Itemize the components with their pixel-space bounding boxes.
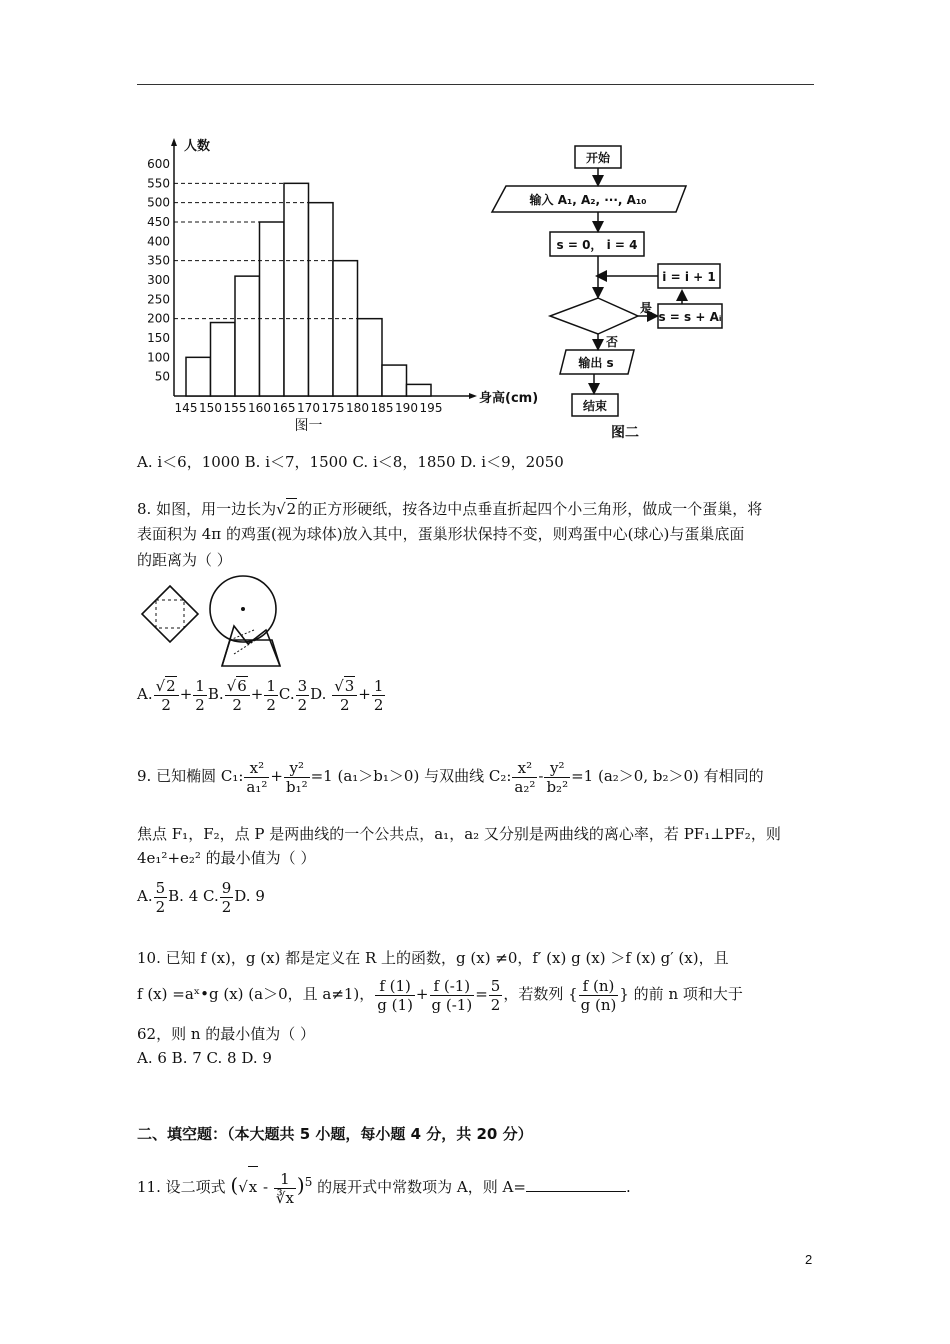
y-tick-label: 500 bbox=[147, 195, 170, 210]
x-axis-label: 身高(cm) bbox=[479, 391, 539, 406]
q9-prefix: 9. 已知椭圆 C₁: bbox=[137, 767, 244, 785]
y-tick-label: 400 bbox=[147, 234, 170, 249]
flow-input-label: 输入 A₁, A₂, ···, A₁₀ bbox=[529, 193, 647, 207]
x-tick-label: 195 bbox=[419, 401, 443, 415]
q8-option-d-den: 2 bbox=[339, 696, 350, 714]
q8-option-a-sqrt: 2 bbox=[166, 677, 176, 695]
q10-options: A. 6 B. 7 C. 8 D. 9 bbox=[137, 1049, 272, 1067]
y-tick-label: 600 bbox=[147, 157, 170, 171]
y-tick-label: 150 bbox=[147, 331, 170, 345]
q8-option-a-frac: $\frac{√2}{2}$ bbox=[154, 676, 179, 714]
q8-line3: 的距离为（ ） bbox=[137, 551, 232, 569]
flow-no-label: 否 bbox=[605, 335, 619, 349]
decision-diamond bbox=[550, 298, 638, 334]
q10-frac-fm1-gm1: $\frac{f (-1)}{g (-1)}$ bbox=[431, 976, 473, 1014]
fold-lines bbox=[156, 600, 184, 628]
q8-option-c-frac: $\frac{3}{2}$ bbox=[297, 676, 308, 714]
q9-line2: 焦点 F₁，F₂，点 P 是两曲线的一个公共点，a₁，a₂ 又分别是两曲线的离心率，若 PF₁⊥PF₂，则 bbox=[137, 825, 781, 843]
y-tick-label: 300 bbox=[147, 273, 170, 287]
q10-frac-f1-g1: $\frac{f (1)}{g (1)}$ bbox=[377, 976, 413, 1014]
histogram-bar bbox=[186, 357, 211, 396]
q8-plus: + bbox=[179, 685, 193, 703]
q9-option-a-frac: $\frac{5}{2}$ bbox=[155, 878, 166, 916]
q11-line: 11. 设二项式 (√x - $\frac{1}{∛x}$ )$^5$ 的展开式中常数项为 A，则 A= . bbox=[137, 1162, 631, 1207]
q9-option-c-frac: $\frac{9}{2}$ bbox=[221, 878, 232, 916]
y-tick-label: 100 bbox=[147, 350, 170, 365]
q8-line2: 表面积为 4π 的鸡蛋(视为球体)放入其中，蛋巢形状保持不变，则鸡蛋中心(球心)与蛋巢底面 bbox=[137, 525, 745, 543]
q8-line1-a: 8. 如图，用一边长为 bbox=[137, 500, 277, 518]
histogram-caption: 图一 bbox=[294, 418, 323, 434]
histogram-bar bbox=[235, 276, 260, 396]
q8-option-d-sqrt: 3 bbox=[344, 677, 355, 695]
q9-options: A. $\frac{5}{2}$ B. 4 C. $\frac{9}{2}$ D. 9 bbox=[137, 878, 265, 916]
q8-sqrt-value: 2 bbox=[286, 500, 297, 518]
y-tick-label: 550 bbox=[147, 176, 170, 191]
flow-output-label: 输出 s bbox=[578, 356, 614, 370]
q8-option-c-label: C. bbox=[278, 685, 295, 703]
answer-blank[interactable] bbox=[526, 1177, 626, 1192]
y-tick-label: 200 bbox=[147, 311, 170, 326]
flow-end-label: 结束 bbox=[582, 399, 608, 413]
q8-option-d-frac: $\frac{√3}{2}$ bbox=[332, 676, 357, 714]
q8-half-a: $\frac{1}{2}$ bbox=[195, 676, 205, 714]
q8-option-a-den: 2 bbox=[161, 696, 171, 714]
nest-flap bbox=[222, 626, 248, 666]
y-tick-label: 350 bbox=[147, 253, 170, 268]
q8-half-b: $\frac{1}{2}$ bbox=[266, 676, 276, 714]
flow-update-s-label: s = s + Aᵢ bbox=[658, 310, 722, 324]
x-tick-label: 190 bbox=[395, 401, 418, 415]
q8-plus: + bbox=[358, 685, 371, 703]
square-paper-shape bbox=[142, 586, 198, 642]
q8-line1-b: 的正方形硬纸，按各边中点垂直折起四个小三角形，做成一个蛋巢，将 bbox=[297, 500, 763, 518]
q8-option-b-label: B. bbox=[207, 685, 224, 703]
q8-option-b-den: 2 bbox=[232, 696, 242, 714]
histogram-bar bbox=[358, 319, 383, 396]
histogram-bar bbox=[260, 222, 285, 396]
q8-line1: 8. 如图，用一边长为√2的正方形硬纸，按各边中点垂直折起四个小三角形，做成一个蛋巢，将 bbox=[137, 500, 763, 518]
q8-options bbox=[137, 674, 386, 714]
q9-frac-y-b1: $\frac{\text{y²}}{\text{b₁²}}$ bbox=[285, 758, 308, 796]
x-tick-label: 155 bbox=[223, 401, 247, 415]
q9-frac-x-a2: $\frac{\text{x²}}{\text{a₂²}}$ bbox=[514, 758, 536, 796]
q10-frac-fn-gn: $\frac{f (n)}{g (n)}$ bbox=[580, 976, 617, 1014]
flow-init-label: s = 0， i = 4 bbox=[556, 238, 638, 252]
histogram-bar bbox=[407, 384, 432, 396]
q9-line3: 4e₁²+e₂² 的最小值为（ ） bbox=[137, 849, 316, 867]
x-tick-label: 170 bbox=[297, 401, 320, 415]
x-tick-label: 185 bbox=[370, 401, 394, 415]
q8-option-b-frac: $\frac{√6}{2}$ bbox=[225, 676, 250, 714]
q11-frac: $\frac{1}{∛x}$ bbox=[275, 1169, 294, 1207]
y-axis-arrow bbox=[171, 138, 177, 146]
x-tick-label: 150 bbox=[199, 401, 222, 415]
q8-option-d-label: D. bbox=[310, 685, 327, 703]
x-tick-label: 160 bbox=[248, 401, 271, 415]
q9-line1: 9. 已知椭圆 C₁: $\frac{\text{x²}}{\text{a₁²}}$ + $\frac{\text{y²}}{\text{b₁²}}$ =1 (a₁＞b₁＞0) 与双曲线 C₂: $\frac{\text{x²}}{\text{a₂²}}$ - $\frac{\text{y²}}{\text{b₂²}}$ =1 (a₂＞0, b₂＞0) 有相同的 bbox=[137, 758, 764, 796]
q8-option-a-label: A. bbox=[137, 685, 153, 703]
flow-caption: 图二 bbox=[611, 425, 639, 441]
q9-frac-y-b2: $\frac{\text{y²}}{\text{b₂²}}$ bbox=[546, 758, 569, 796]
page-number: 2 bbox=[805, 1252, 813, 1267]
y-axis-label: 人数 bbox=[184, 139, 211, 154]
flow-update-i-label: i = i + 1 bbox=[662, 270, 716, 284]
histogram-bar bbox=[382, 365, 407, 396]
q7-options: A. i＜6，1000 B. i＜7，1500 C. i＜8，1850 D. i＜9，2050 bbox=[137, 453, 564, 471]
x-axis-arrow bbox=[469, 393, 477, 399]
y-tick-label: 50 bbox=[154, 369, 170, 384]
x-tick-label: 165 bbox=[272, 401, 296, 415]
histogram-bar bbox=[284, 183, 309, 396]
x-tick-label: 145 bbox=[174, 401, 198, 415]
histogram-bar bbox=[211, 323, 236, 396]
q8-half-d: $\frac{1}{2}$ bbox=[373, 676, 384, 714]
q9-mid2: =1 (a₂＞0, b₂＞0) 有相同的 bbox=[571, 767, 764, 785]
flow-yes-label: 是 bbox=[639, 301, 653, 315]
q10-frac-five-halves: $\frac{5}{2}$ bbox=[490, 976, 501, 1014]
q9-mid1: =1 (a₁＞b₁＞0) 与双曲线 C₂: bbox=[310, 767, 512, 785]
histogram-bar bbox=[309, 203, 334, 396]
histogram-chart bbox=[130, 130, 539, 440]
y-tick-label: 450 bbox=[147, 215, 170, 229]
q8-plus: + bbox=[250, 685, 264, 703]
q10-line1: 10. 已知 f (x)，g (x) 都是定义在 R 上的函数，g (x) ≠0，f′ (x) g (x) ＞f (x) g′ (x)，且 bbox=[137, 949, 729, 967]
x-tick-label: 175 bbox=[321, 401, 345, 415]
q8-option-b-sqrt: 6 bbox=[237, 677, 247, 695]
flow-start-label: 开始 bbox=[585, 151, 611, 165]
header-rule bbox=[137, 84, 814, 85]
q10-line2: f (x) =aˣ•g (x) (a＞0，且 a≠1)， $\frac{f (1)}{g (1)}$ + $\frac{f (-1)}{g (-1)}$ = $\frac{5}{2}$ ，若数列 { $\frac{f (n)}{g (n)}$ } 的前 n 项和大于 bbox=[137, 976, 743, 1014]
q10-line3: 62，则 n 的最小值为（ ） bbox=[137, 1025, 316, 1043]
flowchart bbox=[488, 140, 722, 441]
q9-frac-x-a1: $\frac{\text{x²}}{\text{a₁²}}$ bbox=[246, 758, 268, 796]
section-heading: 二、填空题：（本大题共 5 小题，每小题 4 分，共 20 分） bbox=[137, 1125, 533, 1143]
x-tick-label: 180 bbox=[346, 401, 369, 415]
egg-nest-figure bbox=[134, 576, 294, 670]
y-tick-label: 250 bbox=[147, 292, 170, 307]
histogram-bar bbox=[333, 261, 358, 396]
